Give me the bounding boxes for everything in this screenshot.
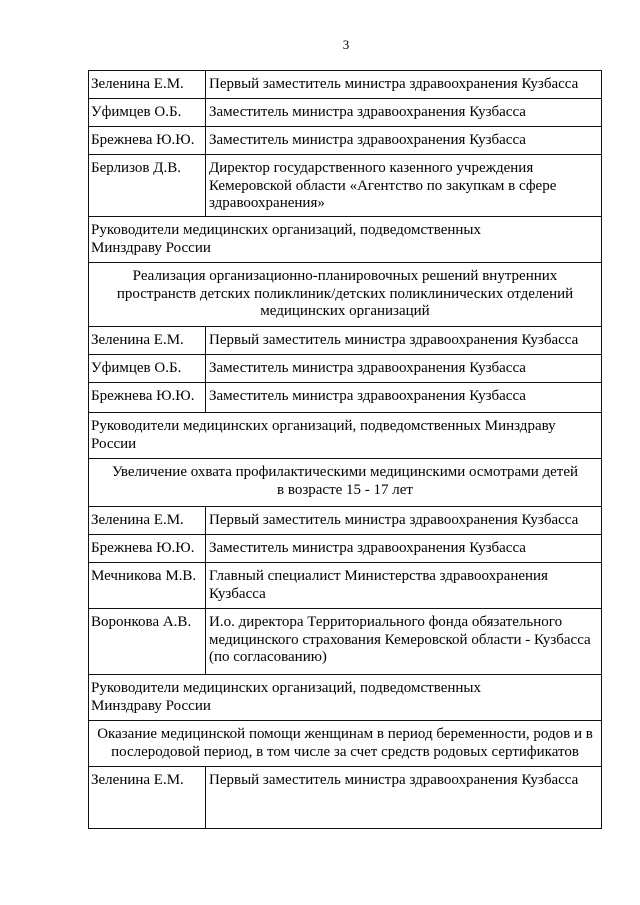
- section-note: Руководители медицинских организаций, подведомственных Минздраву России: [91, 222, 482, 256]
- person-position: Заместитель министра здравоохранения Кузбасса: [209, 132, 526, 148]
- table-row-note: [89, 413, 601, 459]
- section-heading: Оказание медицинской помощи женщинам в период беременности, родов и в послеродовой период, в том числе за счет средств родовых сертификатов: [97, 726, 593, 760]
- participants-table: [88, 70, 602, 829]
- section-heading: Реализация организационно-планировочных решений внутренних пространств детских поликлиник/детских поликлинических отделений медицинских организаций: [116, 268, 574, 319]
- person-position: Главный специалист Министерства здравоохранения Кузбасса: [209, 568, 548, 602]
- person-name: Брежнева Ю.Ю.: [89, 383, 206, 412]
- section-note: Руководители медицинских организаций, подведомственных Минздраву России: [91, 418, 556, 452]
- person-position: Директор государственного казенного учреждения Кемеровской области «Агентство по закупкам в сфере здравоохранения»: [209, 160, 557, 211]
- table-row-heading: [89, 459, 601, 507]
- table-row-note: [89, 675, 601, 721]
- person-name: Брежнева Ю.Ю.: [89, 127, 206, 154]
- table-row: [89, 609, 601, 675]
- person-name: Берлизов Д.В.: [89, 155, 206, 216]
- table-row: [89, 99, 601, 127]
- table-row: [89, 535, 601, 563]
- table-row: [89, 155, 601, 217]
- person-position: Заместитель министра здравоохранения Кузбасса: [209, 360, 526, 376]
- person-position: Первый заместитель министра здравоохранения Кузбасса: [209, 772, 579, 788]
- person-position: Заместитель министра здравоохранения Кузбасса: [209, 104, 526, 120]
- table-row-heading: [89, 263, 601, 327]
- table-row: [89, 767, 601, 829]
- person-name: Уфимцев О.Б.: [89, 99, 206, 126]
- section-heading: Увеличение охвата профилактическими медицинскими осмотрами детей в возрасте 15 - 17 лет: [111, 464, 579, 498]
- person-position: Первый заместитель министра здравоохранения Кузбасса: [209, 512, 579, 528]
- person-name: Уфимцев О.Б.: [89, 355, 206, 382]
- table-row: [89, 127, 601, 155]
- person-position: Первый заместитель министра здравоохранения Кузбасса: [209, 332, 579, 348]
- person-name: Зеленина Е.М.: [89, 507, 206, 534]
- person-name: Воронкова А.В.: [89, 609, 206, 674]
- table-row-heading: [89, 721, 601, 767]
- person-position: Заместитель министра здравоохранения Кузбасса: [209, 388, 526, 404]
- person-name: Зеленина Е.М.: [89, 71, 206, 98]
- person-position: Заместитель министра здравоохранения Кузбасса: [209, 540, 526, 556]
- table-row: [89, 563, 601, 609]
- table-row: [89, 383, 601, 413]
- person-name: Зеленина Е.М.: [89, 767, 206, 828]
- person-name: Зеленина Е.М.: [89, 327, 206, 354]
- person-position: И.о. директора Территориального фонда обязательного медицинского страхования Кемеровской области - Кузбасса (по согласованию): [209, 614, 591, 665]
- table-row: [89, 327, 601, 355]
- person-name: Мечникова М.В.: [89, 563, 206, 608]
- person-name: Брежнева Ю.Ю.: [89, 535, 206, 562]
- section-note: Руководители медицинских организаций, подведомственных Минздраву России: [91, 680, 482, 714]
- table-row: [89, 355, 601, 383]
- table-row: [89, 71, 601, 99]
- page-number: 3: [342, 37, 350, 52]
- table-row-note: [89, 217, 601, 263]
- person-position: Первый заместитель министра здравоохранения Кузбасса: [209, 76, 579, 92]
- table-row: [89, 507, 601, 535]
